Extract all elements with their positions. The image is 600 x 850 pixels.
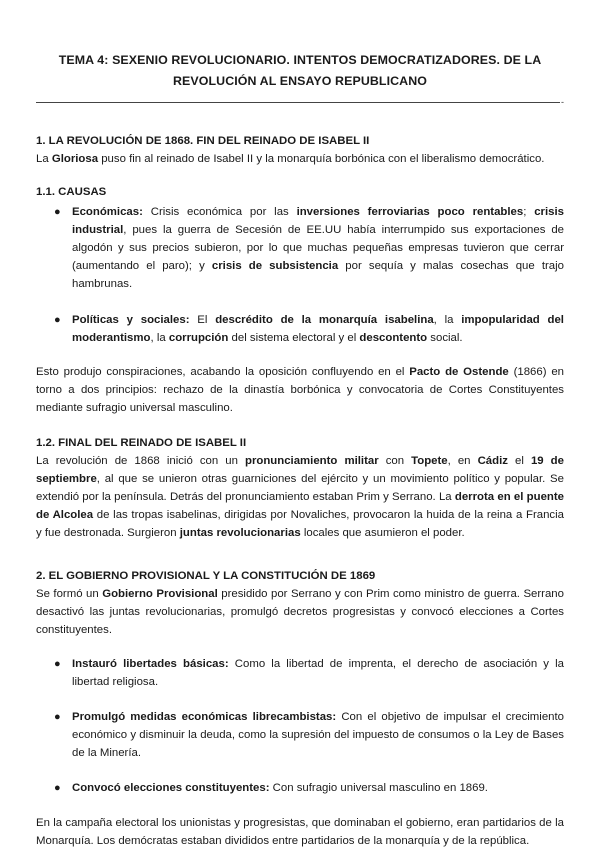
- bold-text: pronunciamiento militar: [245, 455, 379, 467]
- section-heading-2: 2. EL GOBIERNO PROVISIONAL Y LA CONSTITUCIÓN DE 1869: [36, 570, 376, 582]
- divider-end-mark: -: [561, 97, 564, 107]
- text-run: Como la libertad de imprenta, el derecho de asociación y la libertad religiosa.: [72, 658, 565, 688]
- bold-text: derrota en el puente de Alcolea: [36, 491, 564, 521]
- section-heading-1: 1. LA REVOLUCIÓN DE 1868. FIN DEL REINADO DE ISABEL II: [36, 135, 370, 147]
- text-run: Esto produjo conspiraciones, acabando la oposición confluyendo en el: [36, 366, 410, 378]
- section-1-2-paragraph: [36, 452, 564, 542]
- bold-text: crisis industrial: [72, 206, 564, 236]
- text-run: Se formó un: [36, 588, 103, 600]
- bold-text: descontento: [359, 332, 428, 344]
- bold-text: Cádiz: [477, 455, 508, 467]
- text-run: Con sufragio universal masculino en 1869.: [269, 782, 488, 794]
- measures-list: [36, 655, 564, 797]
- text-run: locales que asumieron el poder.: [300, 527, 465, 539]
- section-1-intro: [36, 150, 564, 168]
- text-run: del sistema electoral y el: [228, 332, 360, 344]
- bullet-icon: ●: [54, 314, 61, 326]
- text-run: El: [189, 314, 216, 326]
- bold-text: inversiones ferroviarias poco rentables: [296, 206, 524, 218]
- bold-text: crisis de subsistencia: [211, 260, 339, 272]
- bullet-icon: ●: [54, 206, 61, 218]
- text-run: puso fin al reinado de Isabel II y la monarquía borbónica con el liberalismo democrático.: [98, 153, 545, 165]
- text-run: (1866) en torno a dos principios: rechazo de la dinastía borbónica y convocatoria de Cortes Constituyentes mediante sufragio universal masculino.: [36, 366, 564, 414]
- list-item-text: [72, 314, 564, 344]
- text-run: presidido por Serrano y con Prim como ministro de guerra. Serrano desactivó las juntas revolucionarias, promulgó decretos progresistas y convocó elecciones a Cortes constituyentes.: [36, 588, 564, 636]
- bold-text: juntas revolucionarias: [179, 527, 301, 539]
- text-run: el: [507, 455, 531, 467]
- bold-text: Gloriosa: [51, 153, 99, 165]
- bold-text: Instauró libertades básicas:: [72, 658, 229, 670]
- list-item: [36, 708, 564, 762]
- divider-line: [36, 102, 560, 103]
- bullet-icon: ●: [54, 711, 61, 723]
- bold-text: Políticas y sociales:: [72, 314, 190, 326]
- list-item-text: [72, 658, 564, 688]
- title-divider: [36, 98, 564, 107]
- text-run: ;: [523, 206, 535, 218]
- text-run: La: [36, 153, 52, 165]
- bold-text: Económicas:: [72, 206, 143, 218]
- list-item-text: [72, 711, 564, 759]
- list-item: [36, 655, 564, 691]
- document-title: TEMA 4: SEXENIO REVOLUCIONARIO. INTENTOS DEMOCRATIZADORES. DE LA REVOLUCIÓN AL ENSAYO REPUBLICANO: [58, 53, 542, 88]
- bold-text: Convocó elecciones constituyentes:: [72, 782, 270, 794]
- bold-text: impopularidad del moderantismo: [72, 314, 564, 344]
- text-run: , pues la guerra de Secesión de EE.UU había interrumpido sus exportaciones de algodón y sus precios subieron, por lo que muchas pequeñas empresas tuvieron que cerrar (aumentando el paro); y: [72, 224, 564, 272]
- list-item-text: [72, 782, 488, 794]
- list-item: [36, 779, 564, 797]
- list-item: [36, 203, 564, 293]
- section-2-closing-paragraph: [36, 814, 564, 850]
- bullet-icon: ●: [54, 658, 61, 670]
- text-run: , al que se unieron otras guarniciones del ejército y un movimiento político y popular. Se extendió por la península. Detrás del pronunciamiento estaban Prim y Serrano. La: [36, 473, 564, 503]
- text-run: , la: [433, 314, 462, 326]
- bold-text: Promulgó medidas económicas librecambistas:: [72, 711, 337, 723]
- text-run: La revolución de 1868 inició con un: [36, 455, 245, 467]
- section-heading-1-1: 1.1. CAUSAS: [36, 186, 107, 198]
- text-run: , la: [150, 332, 169, 344]
- section-2-paragraph: [36, 585, 564, 639]
- causes-list: [36, 203, 564, 347]
- bold-text: 19 de septiembre: [36, 455, 564, 485]
- text-run: de las tropas isabelinas, dirigidas por Novaliches, provocaron la huida de la reina a Francia y fue destronada. Surgieron: [36, 509, 564, 539]
- bold-text: corrupción: [168, 332, 229, 344]
- document-page: [36, 46, 564, 850]
- text-run: Crisis económica por las: [142, 206, 297, 218]
- section-heading-1-2: 1.2. FINAL DEL REINADO DE ISABEL II: [36, 437, 247, 449]
- text-run: social.: [427, 332, 463, 344]
- text-run: En la campaña electoral los unionistas y progresistas, que dominaban el gobierno, eran partidarios de la Monarquía. Los demócratas estaban divididos entre partidarios de la monarquía y de la república.: [36, 817, 564, 847]
- text-run: , en: [447, 455, 478, 467]
- list-item-text: [72, 206, 564, 290]
- text-run: con: [378, 455, 412, 467]
- text-run: Con el objetivo de impulsar el crecimiento económico y disminuir la deuda, como la supresión del impuesto de consumos o la Ley de Bases de la Minería.: [72, 711, 564, 759]
- bold-text: Pacto de Ostende: [409, 366, 509, 378]
- bullet-icon: ●: [54, 782, 61, 794]
- section-1-1-paragraph: [36, 363, 564, 417]
- bold-text: descrédito de la monarquía isabelina: [215, 314, 434, 326]
- bold-text: Topete: [411, 455, 448, 467]
- list-item: [36, 311, 564, 347]
- text-run: por sequía y malas cosechas que trajo hambrunas.: [72, 260, 564, 290]
- bold-text: Gobierno Provisional: [102, 588, 218, 600]
